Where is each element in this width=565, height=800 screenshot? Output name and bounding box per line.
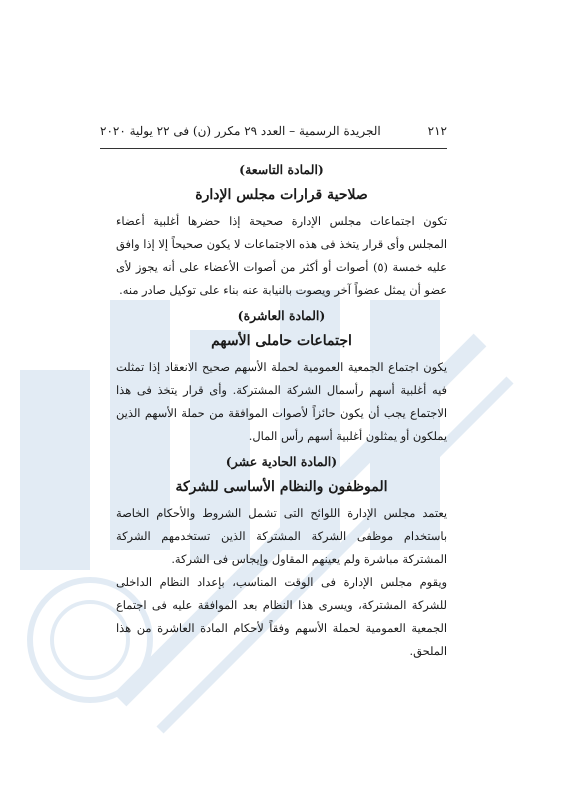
- paragraph: ويقوم مجلس الإدارة فى الوقت المناسب، بإعداد النظام الداخلى للشركة المشتركة، ويسرى هذا النظام بعد الموافقة عليه فى اجتماع الجمعية العمومية لحملة الأسهم وفقاً لأحكام المادة العاشرة من هذا الملحق.: [116, 575, 447, 658]
- article-number: (المادة العاشرة): [237, 308, 326, 323]
- article-heading: الموظفون والنظام الأساسى للشركة: [175, 479, 388, 495]
- article-number: (المادة الحادية عشر): [225, 454, 338, 469]
- page-number: ٢١٢: [427, 124, 447, 138]
- paragraph: يكون اجتماع الجمعية العمومية لحملة الأسهم صحيح الانعقاد إذا تمثلت فيه أغلبية أسهم رأسمال الشركة المشتركة. وأى قرار يتخذ فى هذا الاجتماع يجب أن يكون حائزاً لأصوات الموافقة من حملة الأسهم الذين يملكون أو يمثلون أغلبية أسهم رأس المال.: [116, 360, 447, 443]
- document-body: [116, 158, 447, 663]
- header-divider: [100, 148, 447, 149]
- paragraph: تكون اجتماعات مجلس الإدارة صحيحة إذا حضرها أغلبية أعضاء المجلس وأى قرار يتخذ فى هذه الاجتماعات لا يكون صحيحاً إلا إذا وافق عليه خمسة (٥) أصوات أو أكثر من أصوات الأعضاء على أنه يجوز لأى عضو أن يمثل عضواً آخر ويصوت بالنيابة عنه بناء على توكيل صادر منه.: [116, 214, 447, 297]
- article-heading: صلاحية قرارات مجلس الإدارة: [195, 187, 368, 203]
- gazette-title: الجريدة الرسمية – العدد ٢٩ مكرر (ن) فى ٢٢ يولية ٢٠٢٠: [100, 124, 381, 138]
- paragraph: يعتمد مجلس الإدارة اللوائح التى تشمل الشروط والأحكام الخاصة باستخدام موظفى الشركة المشتركة الذين تستخدمهم الشركة المشتركة مباشرة ولم يعينهم المقاول وإيجاس فى الشركة.: [116, 506, 447, 566]
- page-header: [100, 124, 447, 144]
- article-heading: اجتماعات حاملى الأسهم: [211, 333, 352, 349]
- article-number: (المادة التاسعة): [239, 162, 324, 177]
